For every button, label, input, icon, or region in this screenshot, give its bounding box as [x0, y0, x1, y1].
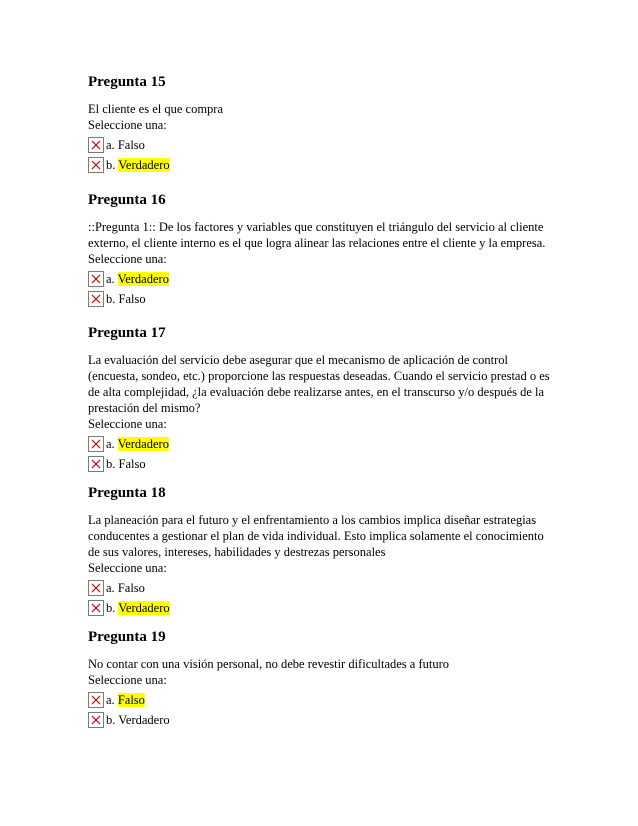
option-letter: b.: [106, 292, 119, 306]
question-title: Pregunta 16: [88, 192, 166, 208]
select-prompt: Seleccione una:: [88, 417, 167, 431]
select-prompt: Seleccione una:: [88, 118, 167, 132]
question-text-line: La planeación para el futuro y el enfrentamiento a los cambios implica diseñar estrategias: [88, 513, 537, 527]
option-letter: b.: [106, 457, 119, 471]
select-prompt: Seleccione una:: [88, 673, 167, 687]
option-letter: a.: [106, 272, 118, 286]
option-a[interactable]: [88, 267, 558, 287]
question-text-line: No contar con una visión personal, no debe revestir dificultades a futuro: [88, 657, 449, 671]
option-letter: a.: [106, 138, 118, 152]
option-label-highlighted: Verdadero: [117, 437, 169, 451]
x-mark-icon: [88, 436, 104, 452]
question-15: [88, 73, 558, 173]
question-18: [88, 484, 558, 616]
x-mark-icon: [88, 137, 104, 153]
question-text-line: conducentes a gestionar el plan de vida individual. Esto implica solamente el conocimiento: [88, 529, 544, 543]
option-label: Falso: [118, 292, 146, 306]
question-19: [88, 628, 558, 728]
option-letter: a.: [106, 693, 118, 707]
question-title: Pregunta 18: [88, 485, 166, 501]
option-label: Falso: [118, 457, 146, 471]
question-text-line: prestación del mismo?: [88, 401, 201, 415]
option-letter: b.: [106, 601, 119, 615]
question-text-line: externo, el cliente interno es el que logra alinear las relaciones entre el cliente y la empresa.: [88, 236, 546, 250]
option-letter: a.: [106, 437, 118, 451]
x-mark-icon: [88, 157, 104, 173]
option-letter: b.: [106, 158, 119, 172]
option-a[interactable]: [88, 432, 558, 452]
question-text-line: La evaluación del servicio debe asegurar que el mecanismo de aplicación de control: [88, 353, 508, 367]
x-mark-icon: [88, 712, 104, 728]
option-b[interactable]: [88, 596, 558, 616]
question-text-line: (encuesta, sondeo, etc.) proporcione las respuestas deseadas. Cuando el servicio prestad o es: [88, 369, 550, 383]
option-letter: a.: [106, 581, 118, 595]
select-prompt: Seleccione una:: [88, 252, 167, 266]
x-mark-icon: [88, 456, 104, 472]
option-letter: b.: [106, 713, 119, 727]
x-mark-icon: [88, 580, 104, 596]
question-text-line: El cliente es el que compra: [88, 102, 224, 116]
question-title: Pregunta 19: [88, 629, 166, 645]
option-label-highlighted: Verdadero: [118, 158, 170, 172]
option-label-highlighted: Verdadero: [117, 272, 169, 286]
option-b[interactable]: [88, 452, 558, 472]
x-mark-icon: [88, 600, 104, 616]
question-title: Pregunta 15: [88, 74, 166, 90]
question-title: Pregunta 17: [88, 325, 166, 341]
option-a[interactable]: [88, 688, 558, 708]
x-mark-icon: [88, 271, 104, 287]
select-prompt: Seleccione una:: [88, 561, 167, 575]
option-label: Falso: [117, 138, 145, 152]
option-label-highlighted: Falso: [117, 693, 145, 707]
question-text-line: de sus valores, intereses, habilidades y destrezas personales: [88, 545, 386, 559]
x-mark-icon: [88, 692, 104, 708]
option-b[interactable]: [88, 153, 558, 173]
question-16: [88, 191, 558, 307]
option-label: Verdadero: [118, 713, 170, 727]
option-b[interactable]: [88, 708, 558, 728]
question-17: [88, 324, 558, 472]
x-mark-icon: [88, 291, 104, 307]
option-a[interactable]: [88, 133, 558, 153]
question-text-line: de alta complejidad, ¿la evaluación debe realizarse antes, en el transcurso y/o después de la: [88, 385, 545, 399]
question-text-line: ::Pregunta 1:: De los factores y variables que constituyen el triángulo del servicio al cliente: [88, 220, 544, 234]
option-label-highlighted: Verdadero: [118, 601, 170, 615]
option-label: Falso: [117, 581, 145, 595]
option-a[interactable]: [88, 576, 558, 596]
option-b[interactable]: [88, 287, 558, 307]
